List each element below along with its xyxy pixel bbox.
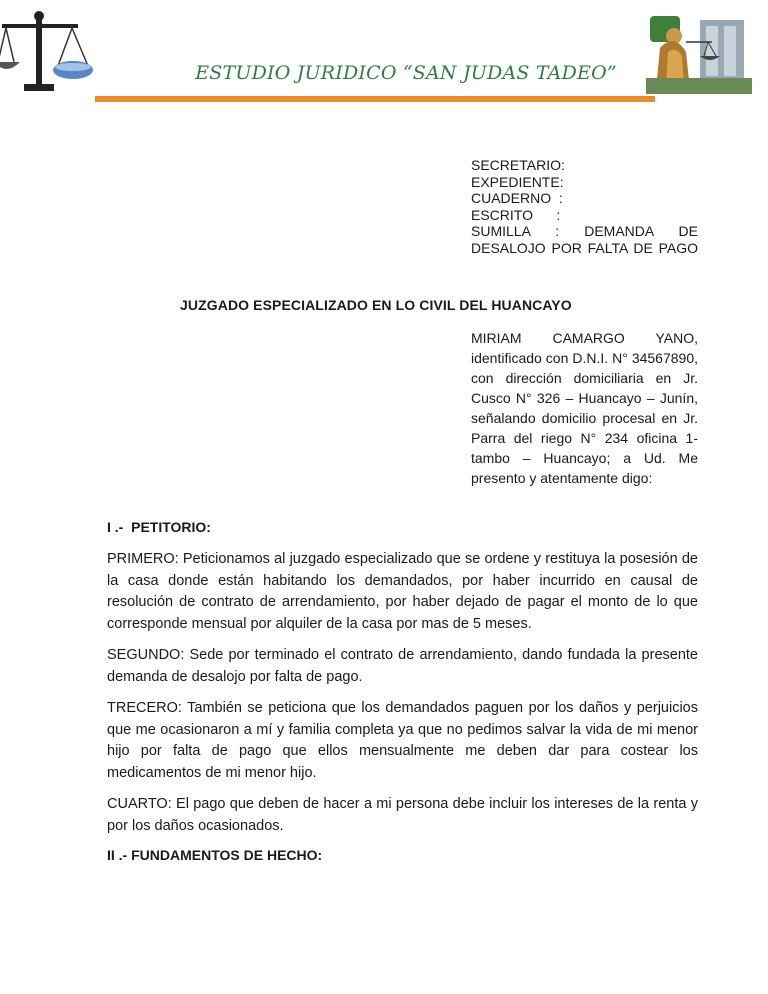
court-heading: JUZGADO ESPECIALIZADO EN LO CIVIL DEL HUANCAYO xyxy=(180,297,572,313)
document-body xyxy=(107,519,698,877)
cuaderno-field: CUADERNO : xyxy=(471,190,563,206)
fundamentos-heading: II .- FUNDAMENTOS DE HECHO: xyxy=(107,847,323,863)
sumilla-field: SUMILLA : DEMANDA DE DESALOJO POR FALTA DE PAGO xyxy=(471,223,698,256)
plaintiff-introduction: MIRIAM CAMARGO YANO, identificado con D.N.I. N° 34567890, con dirección domiciliaria en Jr. Cusco N° 326 – Huancayo – Junín, señalando domicilio procesal en Jr. Parra del riego N° 234 oficina 1- tambo – Huancayo; a Ud. Me presento y atentamente digo: xyxy=(471,330,698,486)
expediente-field: EXPEDIENTE: xyxy=(471,173,564,190)
firm-name: ESTUDIO JURIDICO “SAN JUDAS TADEO” xyxy=(195,62,617,84)
tercero-paragraph: TRECERO: También se peticiona que los demandados paguen por los daños y perjuicios que me ocasionaron a mí y familia completa ya que no pedimos salvar la vida de mi menor hijo por falta de pago que ellos mensualmente me deben dar para costear los medicamentos de mi menor hijo. xyxy=(107,700,698,781)
petitorio-heading: I .- PETITORIO: xyxy=(107,519,211,535)
escrito-field: ESCRITO : xyxy=(471,206,561,223)
primero-paragraph: PRIMERO: Peticionamos al juzgado especializado que se ordene y restituya la posesión de la casa donde están habitando los demandados, por haber incurrido en causal de resolución de contrato de arrendamiento, por haber dejado de pagar el monto de lo que corresponde mensual por alquiler de la casa por mas de 5 meses. xyxy=(107,551,698,632)
segundo-paragraph: SEGUNDO: Sede por terminado el contrato de arrendamiento, dando fundada la presente demanda de desalojo por falta de pago. xyxy=(107,647,698,685)
secretario-field: SECRETARIO: xyxy=(471,157,565,173)
header-divider xyxy=(95,96,655,102)
case-metadata xyxy=(471,157,698,256)
cuarto-paragraph: CUARTO: El pago que deben de hacer a mi persona debe incluir los intereses de la renta y por los daños ocasionados. xyxy=(107,796,698,834)
